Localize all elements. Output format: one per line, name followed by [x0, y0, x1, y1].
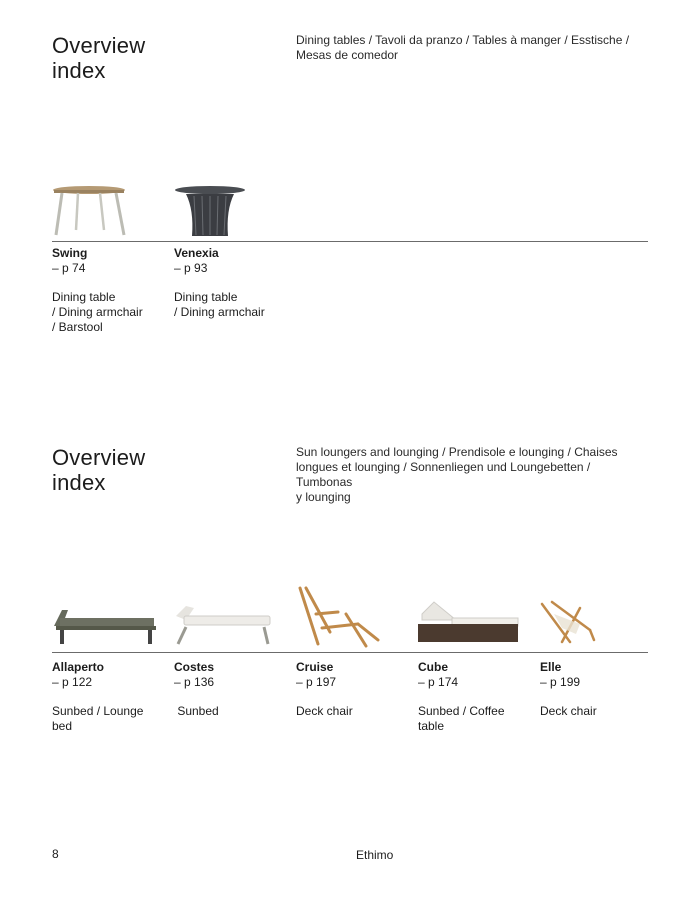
desc-line: bed — [52, 719, 73, 733]
desc-line: Dining table — [174, 290, 238, 304]
sunbed-cushion-icon — [174, 594, 292, 654]
desc-line: Deck chair — [296, 704, 353, 718]
product-description — [52, 704, 170, 734]
subtitle-line: longues et lounging / Sonnenliegen und Loungebetten / Tumbonas — [296, 460, 591, 489]
product-page-ref: – p 122 — [52, 675, 93, 689]
product-name: Elle — [540, 660, 562, 674]
sunbed-icon — [52, 594, 170, 654]
desc-line: Sunbed / Coffee — [418, 704, 505, 718]
product-page-ref: – p 136 — [174, 675, 215, 689]
title-line-1: Overview — [52, 33, 146, 58]
page-number: 8 — [52, 847, 59, 861]
section-title — [52, 33, 145, 83]
product-name: Swing — [52, 246, 88, 260]
product-description — [296, 704, 414, 719]
folding-deck-chair-icon — [540, 594, 658, 654]
title-line-2: index — [52, 58, 106, 83]
product-name: Costes — [174, 660, 215, 674]
desc-line: Sunbed — [174, 704, 219, 718]
product-name: Cruise — [296, 660, 334, 674]
round-woven-table-icon — [174, 180, 292, 240]
cube-sunbed-icon — [418, 594, 536, 654]
desc-line: table — [418, 719, 445, 733]
product-description — [52, 290, 170, 335]
section-subtitle — [296, 445, 646, 505]
round-wood-table-icon — [52, 180, 170, 240]
product-page-ref: – p 93 — [174, 261, 208, 275]
desc-line: / Barstool — [52, 320, 103, 334]
brand-name: Ethimo — [356, 848, 394, 862]
product-page-ref: – p 197 — [296, 675, 337, 689]
product-description — [174, 290, 292, 320]
product-name: Venexia — [174, 246, 219, 260]
product-page-ref: – p 199 — [540, 675, 581, 689]
product-description — [418, 704, 536, 734]
title-line-2: index — [52, 470, 106, 495]
product-name: Allaperto — [52, 660, 105, 674]
desc-line: Deck chair — [540, 704, 597, 718]
product-page-ref: – p 74 — [52, 261, 86, 275]
product-page-ref: – p 174 — [418, 675, 459, 689]
divider-rule — [52, 241, 648, 242]
desc-line: Sunbed / Lounge — [52, 704, 144, 718]
section-subtitle: Dining tables / Tavoli da pranzo / Tables à manger / Esstische / Mesas de comedor — [296, 33, 630, 62]
section-title — [52, 445, 145, 495]
deck-chair-icon — [296, 584, 414, 654]
product-description — [174, 704, 292, 719]
desc-line: / Dining armchair — [52, 305, 143, 319]
subtitle-line: y lounging — [296, 490, 351, 504]
product-description — [540, 704, 658, 719]
desc-line: Dining table — [52, 290, 116, 304]
desc-line: / Dining armchair — [174, 305, 265, 319]
product-name: Cube — [418, 660, 448, 674]
title-line-1: Overview — [52, 445, 146, 470]
subtitle-line: Sun loungers and lounging / Prendisole e lounging / Chaises — [296, 445, 618, 459]
